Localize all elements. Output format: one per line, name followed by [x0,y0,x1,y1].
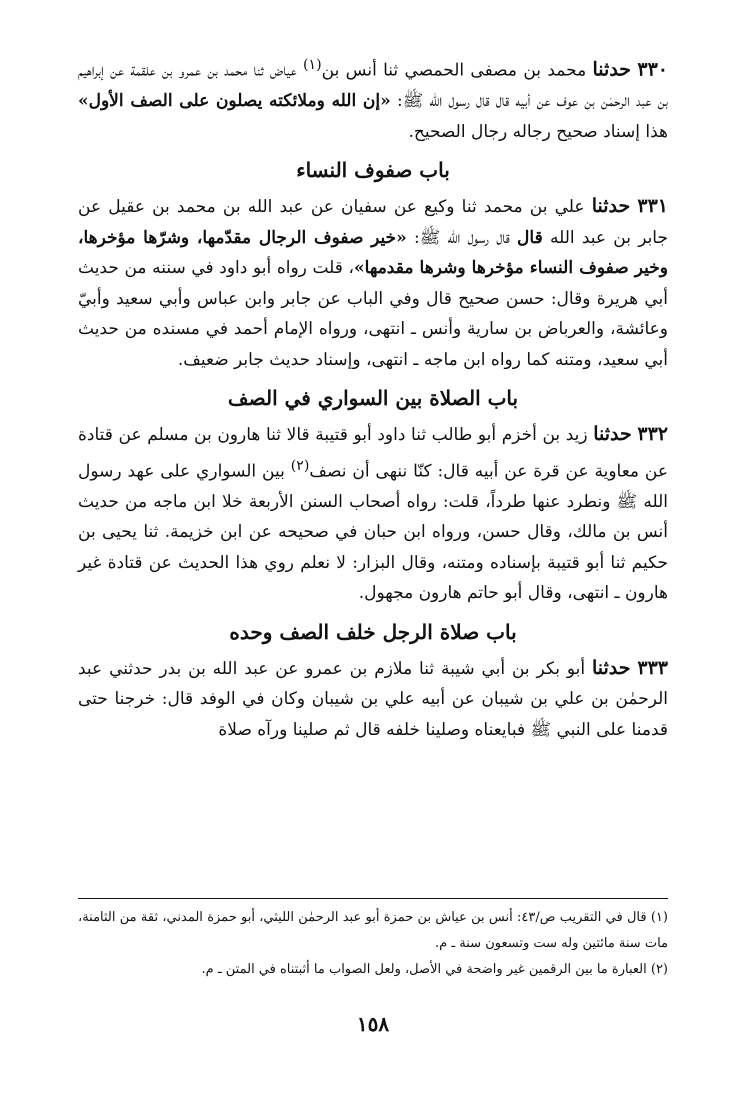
hadith-number: ٣٣٣ [637,656,668,679]
footnote-divider [78,898,668,899]
hadith-text: بين السواري على عهد رسول الله ﷺ ونطرد عنها طرداً، قلت: رواه أصحاب السنن الأربعة خلا ابن ماجه من حديث أنس بن مالك، وقال حسن، ورواه ابن حبان في صحيحه عن ابن خزيمة. ثنا يحيى بن حكيم ثنا أبو قتيبة بإسناده ومتنه، وقال البزار: لا نعلم روي هذا الحديث عن قتادة غير هارون ـ انتهى، وقال أبو حاتم هارون مجهول. [78,461,668,604]
hadith-text: زيد بن أخزم أبو طالب ثنا داود أبو قتيبة قالا ثنا هارون بن مسلم عن قتادة عن معاوية عن قرة عن أبيه قال: كنّا ننهى أن نصف [78,425,668,482]
hadith-text: محمد بن مصفى الحمصي ثنا أنس بن [321,60,587,81]
hadith-332 [78,419,668,609]
hadith-keyword: حدثنا [591,656,631,679]
prophetic-quote: «خير صفوف الرجال مقدّمها، وشرّها مؤخرها، وخير صفوف النساء مؤخرها وشرها مقدمها» [78,227,669,279]
footnote-ref: (١) [303,57,322,73]
hadith-331 [78,191,668,375]
hadith-number: ٣٣٠ [637,58,668,81]
chapter-heading: باب صفوف النساء [296,158,450,183]
hadith-keyword: حدثنا [592,58,632,81]
chapter-heading: باب صلاة الرجل خلف الصف وحده [229,619,517,644]
hadith-number: ٣٣١ [637,195,668,218]
hadith-keyword: حدثنا [593,423,632,446]
hadith-333 [78,653,668,746]
footnote-ref: (٢) [290,457,310,474]
hadith-number: ٣٣٢ [637,423,669,446]
footnote-mark: (٢) [650,962,668,977]
hadith-330 [78,50,668,147]
footnotes [78,905,668,983]
hadith-text: عياض ثنا محمد بن عمرو بن علقمة عن إبراهيم بن عبد الرحمٰن بن عوف عن أبيه قال قال رسول الله ﷺ: [78,60,668,112]
footnote-mark: (١) [650,910,668,925]
chapter-heading: باب الصلاة بين السواري في الصف [227,386,519,411]
footnote-text: قال في التقريب ص/٤٣: أنس بن عياش بن حمزة أبو عبد الرحمٰن الليثي، أبو حمزة المدني، ثقة من الثامنة، مات سنة مائتين وله ست وتسعون سنة ـ م. [78,910,668,951]
prophetic-quote: «إن الله وملائكته يصلون على الصف الأول» [78,91,391,112]
hadith-text: قال رسول الله ﷺ: [406,227,518,248]
hadith-text: ، قلت رواه أبو داود في سننه من حديث أبي هريرة وقال: حسن صحيح قال وفي الباب عن جابر وابن عباس وأبي سعيد وأبيّ وعائشة، والعرباض بن سارية وأنس ـ انتهى، ورواه الإمام أحمد في مسنده من حديث أبي سعيد، ومتنه كما رواه ابن ماجه ـ انتهى، وإسناد حديث جابر ضعيف. [78,258,668,370]
hadith-text: أبو بكر بن أبي شيبة ثنا ملازم بن عمرو عن عبد الله بن بدر حدثني عبد الرحمٰن بن علي بن شيبان عن أبيه علي بن شيبان وكان في الوفد قال: خرجنا حتى قدمنا على النبي ﷺ فبايعناه وصلينا خلفه قال ثم صلينا ورآه صلاة [78,658,668,740]
hadith-text: هذا إسناد صحيح رجاله رجال الصحيح. [408,121,668,142]
hadith-text-bold: قال [517,227,543,248]
hadith-text: علي بن محمد ثنا وكيع عن سفيان عن عبد الله بن محمد بن عقيل عن جابر بن عبد الله [78,197,669,248]
footnote-2 [78,957,668,983]
main-text [78,50,668,745]
footnote-text: العبارة ما بين الرقمين غير واضحة في الأصل، ولعل الصواب ما أثبتناه في المتن ـ م. [201,962,651,977]
page-number: ١٥٨ [356,1012,390,1036]
footnote-1 [78,905,668,957]
hadith-keyword: حدثنا [591,195,631,218]
